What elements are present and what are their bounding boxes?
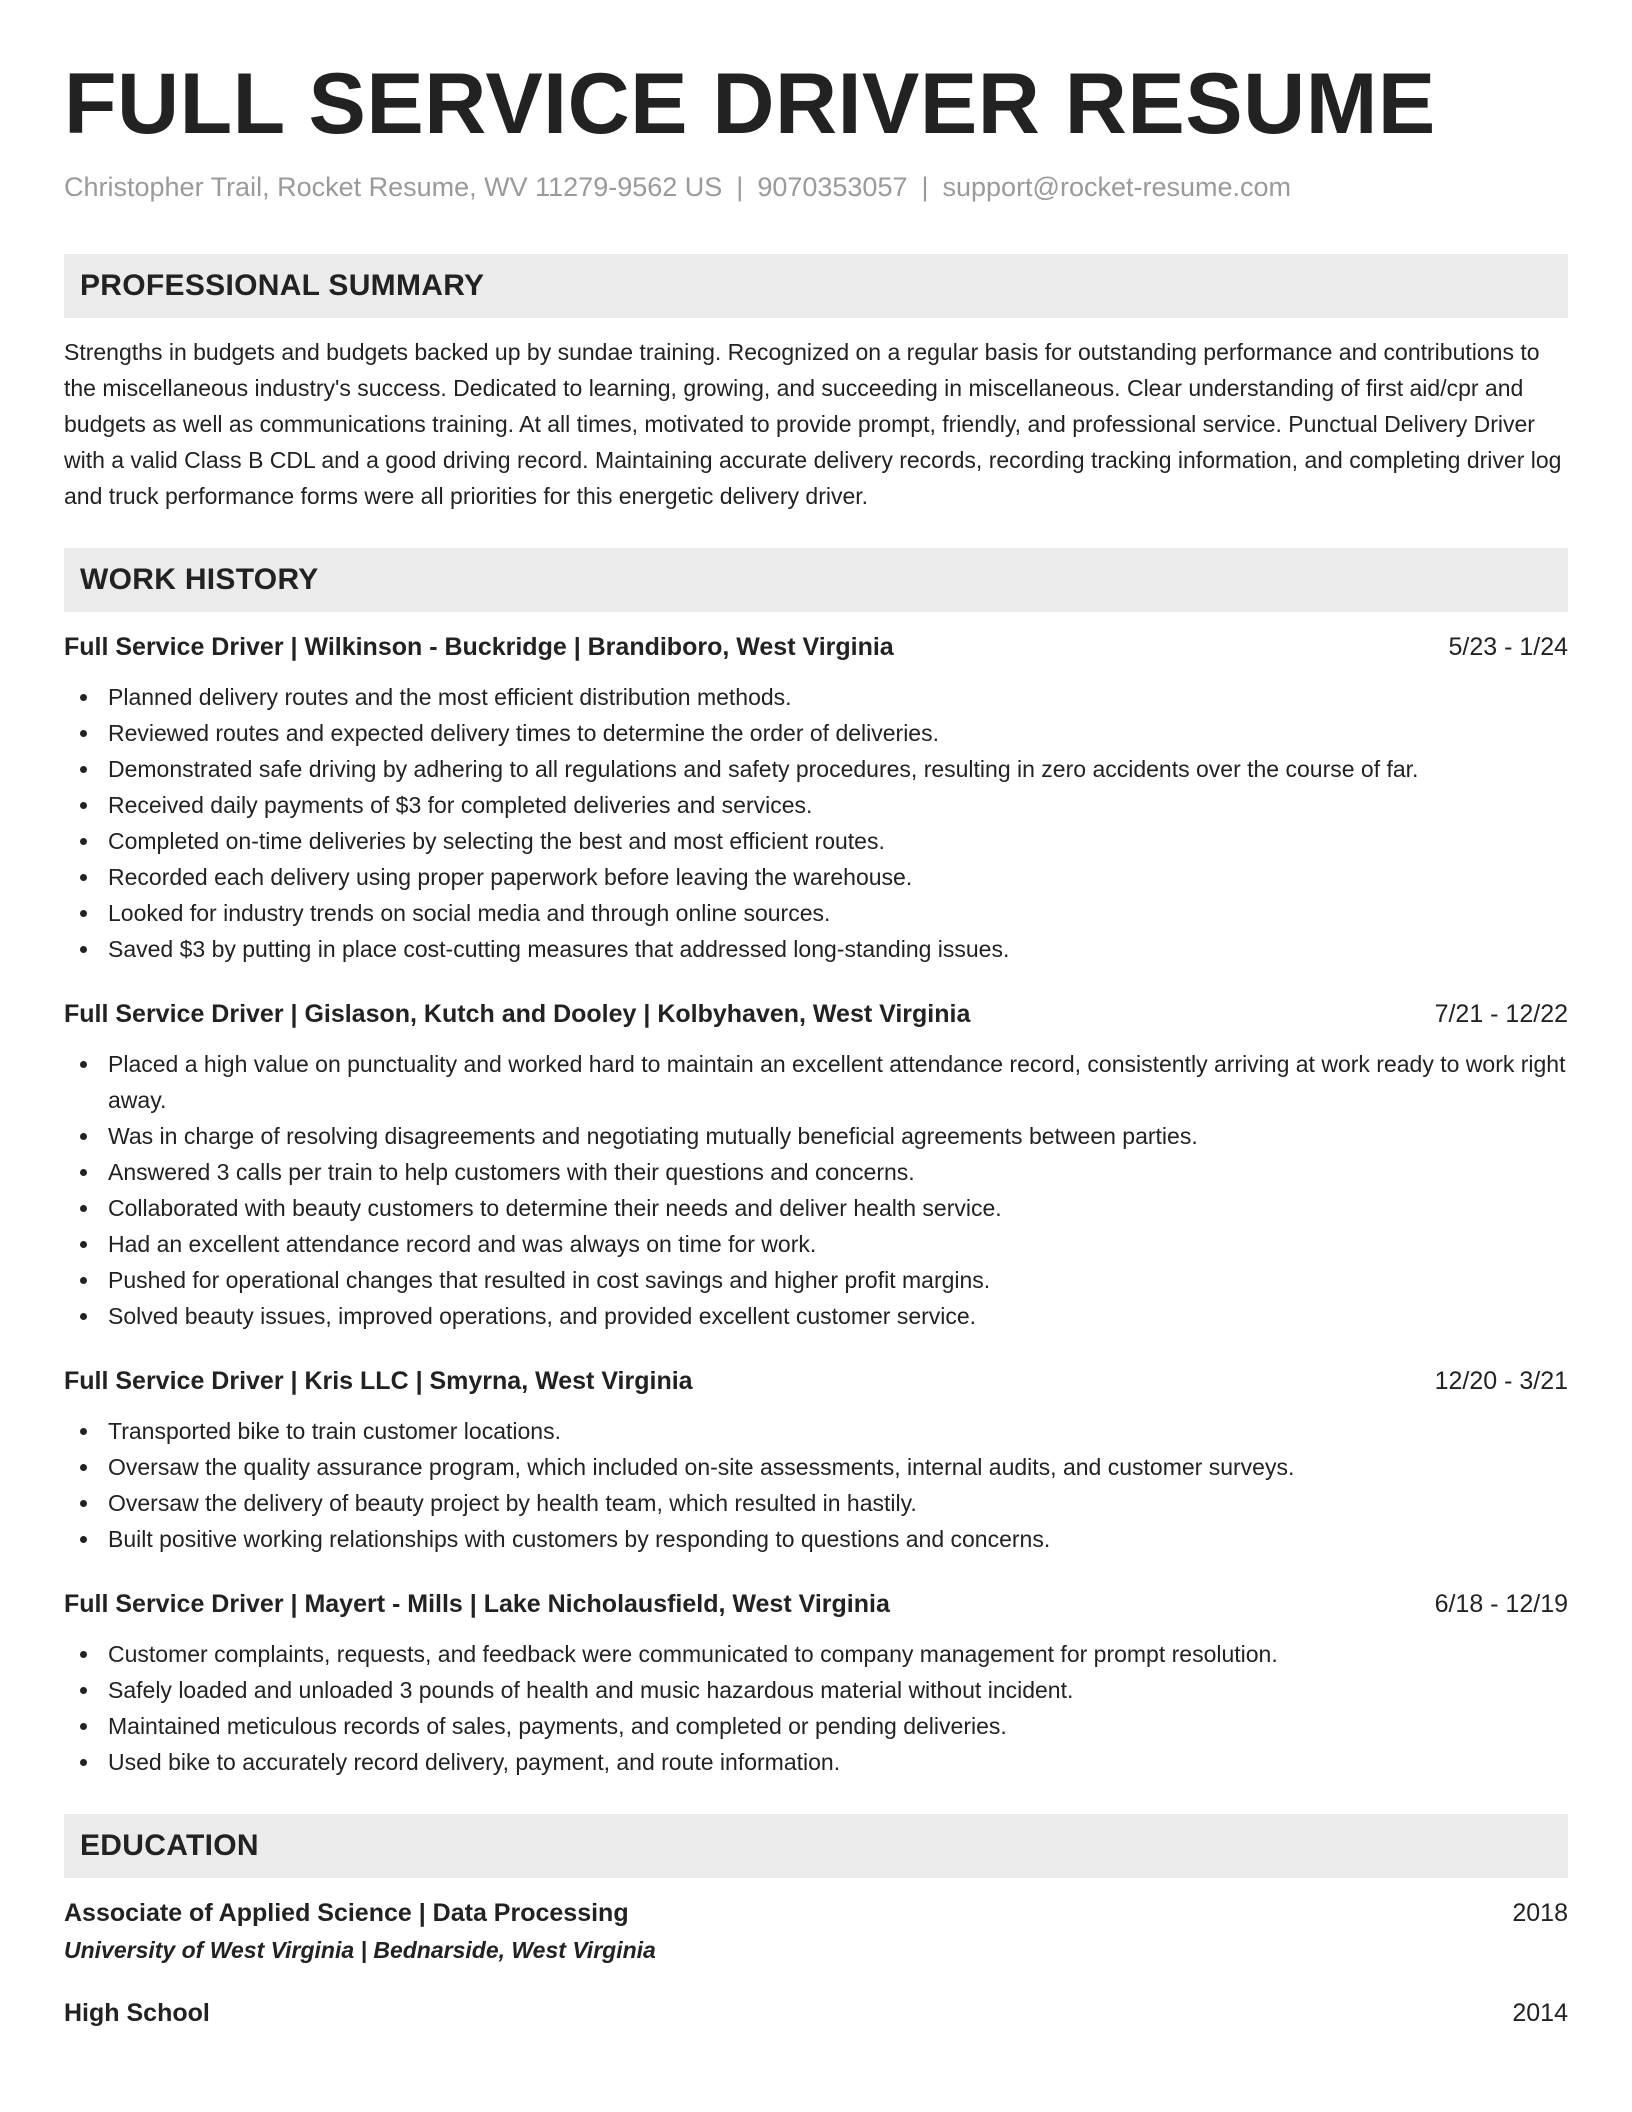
job-header xyxy=(64,997,1568,1031)
job-title: Full Service Driver | Gislason, Kutch and Dooley | Kolbyhaven, West Virginia xyxy=(64,1000,971,1028)
job-bullets xyxy=(64,1636,1568,1780)
job-title: Full Service Driver | Wilkinson - Buckridge | Brandiboro, West Virginia xyxy=(64,633,894,661)
job-entry xyxy=(64,1364,1568,1557)
job-bullet: Oversaw the quality assurance program, which included on-site assessments, internal audits, and customer surveys. xyxy=(64,1449,1568,1485)
job-header xyxy=(64,630,1568,664)
job-dates: 5/23 - 1/24 xyxy=(1448,633,1568,661)
job-bullet: Was in charge of resolving disagreements and negotiating mutually beneficial agreements between parties. xyxy=(64,1118,1568,1154)
education-year: 2018 xyxy=(1512,1899,1568,1927)
education-school: University of West Virginia | Bednarside, West Virginia xyxy=(64,1937,656,1963)
education-heading: EDUCATION xyxy=(64,1814,1568,1878)
education-entry xyxy=(64,1896,1568,1966)
job-bullet: Collaborated with beauty customers to determine their needs and deliver health service. xyxy=(64,1190,1568,1226)
job-bullet: Placed a high value on punctuality and worked hard to maintain an excellent attendance record, consistently arriving at work ready to work right away. xyxy=(64,1046,1568,1118)
contact-address: Christopher Trail, Rocket Resume, WV 11279-9562 US xyxy=(64,172,723,202)
job-bullet: Recorded each delivery using proper paperwork before leaving the warehouse. xyxy=(64,859,1568,895)
job-entry xyxy=(64,630,1568,967)
education-year: 2014 xyxy=(1512,1999,1568,2027)
job-bullet: Pushed for operational changes that resulted in cost savings and higher profit margins. xyxy=(64,1262,1568,1298)
job-bullet: Received daily payments of $3 for completed deliveries and services. xyxy=(64,787,1568,823)
job-bullet: Saved $3 by putting in place cost-cutting measures that addressed long-standing issues. xyxy=(64,931,1568,967)
contact-separator: | xyxy=(736,172,744,202)
job-bullet: Maintained meticulous records of sales, payments, and completed or pending deliveries. xyxy=(64,1708,1568,1744)
summary-heading: PROFESSIONAL SUMMARY xyxy=(64,254,1568,318)
job-bullet: Had an excellent attendance record and was always on time for work. xyxy=(64,1226,1568,1262)
summary-text: Strengths in budgets and budgets backed up by sundae training. Recognized on a regular basis for outstanding performance and contributions to the miscellaneous industry's success. Dedicated to learning, growing, and succeeding in miscellaneous. Clear understanding of first aid/cpr and budgets as well as communications training. At all times, motivated to provide prompt, friendly, and professional service. Punctual Delivery Driver with a valid Class B CDL and a good driving record. Maintaining accurate delivery records, recording tracking information, and completing driver log and truck performance forms were all priorities for this energetic delivery driver. xyxy=(64,339,1562,509)
job-entry xyxy=(64,997,1568,1334)
job-bullets xyxy=(64,679,1568,967)
education-entry xyxy=(64,1996,1568,2030)
job-dates: 6/18 - 12/19 xyxy=(1434,1590,1568,1618)
job-bullet: Planned delivery routes and the most efficient distribution methods. xyxy=(64,679,1568,715)
education-degree: High School xyxy=(64,1999,210,2027)
job-dates: 7/21 - 12/22 xyxy=(1434,1000,1568,1028)
job-bullet: Solved beauty issues, improved operations, and provided excellent customer service. xyxy=(64,1298,1568,1334)
job-header xyxy=(64,1364,1568,1398)
job-bullet: Transported bike to train customer locations. xyxy=(64,1413,1568,1449)
job-bullet: Used bike to accurately record delivery, payment, and route information. xyxy=(64,1744,1568,1780)
education-header xyxy=(64,1896,1568,1930)
resume-title: FULL SERVICE DRIVER RESUME xyxy=(64,56,1436,152)
job-bullet: Looked for industry trends on social media and through online sources. xyxy=(64,895,1568,931)
job-bullet: Reviewed routes and expected delivery times to determine the order of deliveries. xyxy=(64,715,1568,751)
contact-phone: 9070353057 xyxy=(757,172,908,202)
education-degree: Associate of Applied Science | Data Processing xyxy=(64,1899,629,1927)
job-bullet: Customer complaints, requests, and feedback were communicated to company management for prompt resolution. xyxy=(64,1636,1568,1672)
contact-separator: | xyxy=(921,172,929,202)
job-bullets xyxy=(64,1046,1568,1334)
job-header xyxy=(64,1587,1568,1621)
job-entry xyxy=(64,1587,1568,1780)
job-title: Full Service Driver | Mayert - Mills | Lake Nicholausfield, West Virginia xyxy=(64,1590,890,1618)
job-bullet: Completed on-time deliveries by selecting the best and most efficient routes. xyxy=(64,823,1568,859)
job-bullet: Built positive working relationships with customers by responding to questions and concerns. xyxy=(64,1521,1568,1557)
contact-email[interactable]: support@rocket-resume.com xyxy=(942,172,1292,202)
job-bullet: Safely loaded and unloaded 3 pounds of health and music hazardous material without incident. xyxy=(64,1672,1568,1708)
job-bullets xyxy=(64,1413,1568,1557)
job-bullet: Oversaw the delivery of beauty project by health team, which resulted in hastily. xyxy=(64,1485,1568,1521)
job-dates: 12/20 - 3/21 xyxy=(1434,1367,1568,1395)
job-title: Full Service Driver | Kris LLC | Smyrna, West Virginia xyxy=(64,1367,693,1395)
education-header xyxy=(64,1996,1568,2030)
job-bullet: Answered 3 calls per train to help customers with their questions and concerns. xyxy=(64,1154,1568,1190)
work-history-heading: WORK HISTORY xyxy=(64,548,1568,612)
contact-line xyxy=(64,170,1568,204)
job-bullet: Demonstrated safe driving by adhering to all regulations and safety procedures, resulting in zero accidents over the course of far. xyxy=(64,751,1568,787)
